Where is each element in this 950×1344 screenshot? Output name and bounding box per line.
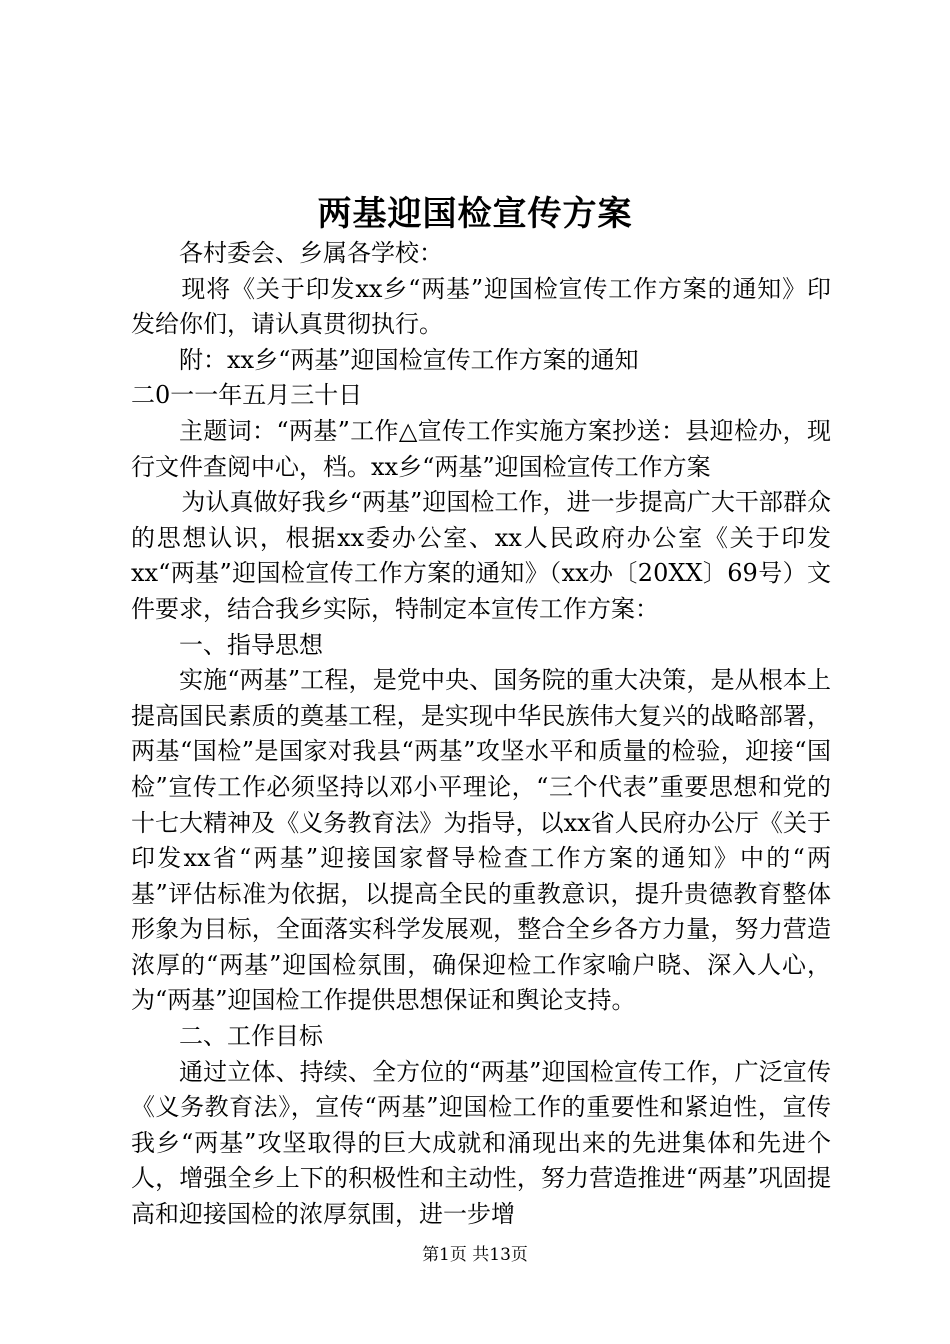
attachment-line: 附：xx乡“两基”迎国检宣传工作方案的通知 xyxy=(179,345,639,374)
guiding-ideology-paragraph: 实施“两基”工程，是党中央、国务院的重大决策，是从根本上提高国民素质的奠基工程，是实现中华民族伟大复兴的战略部署，两基“国检”是国家对我县“两基”攻坚水平和质量的检验，迎接“国检”宣传工作必须坚持以邓小平理论，“三个代表”重要思想和党的十七大精神及《义务教育法》为指导，以xx省人民府办公厅《关于印发xx省“两基”迎接国家督导检查工作方案的通知》中的“两基”评估标准为依据，以提高全民的重教意识，提升贵德教育整体形象为目标，全面落实科学发展观，整合全乡各方力量，努力营造浓厚的“两基”迎国检氛围，确保迎检工作家喻户晓、深入人心，为“两基”迎国检工作提供思想保证和舆论支持。 xyxy=(131,666,831,1015)
work-goals-paragraph: 通过立体、持续、全方位的“两基”迎国检宣传工作，广泛宣传《义务教育法》，宣传“两基”迎国检工作的重要性和紧迫性，宣传我乡“两基”攻坚取得的巨大成就和涌现出来的先进集体和先进个人，增强全乡上下的积极性和主动性，努力营造推进“两基”巩固提高和迎接国检的浓厚氛围，进一步增 xyxy=(131,1057,831,1229)
document-body xyxy=(131,236,831,1233)
section-heading-2: 二、工作目标 xyxy=(179,1022,323,1051)
date-line: 二0一一年五月三十日 xyxy=(131,381,363,410)
intro-paragraph: 为认真做好我乡“两基”迎国检工作，进一步提高广大干部群众的思想认识，根据xx委办公室、xx人民政府办公室《关于印发xx“两基”迎国检宣传工作方案的通知》（xx办〔20XX〕69号）文件要求，结合我乡实际，特制定本宣传工作方案： xyxy=(131,488,831,623)
document-title: 两基迎国检宣传方案 xyxy=(317,194,633,234)
subject-words: 主题词：“两基”工作△宣传工作实施方案抄送：县迎检办，现行文件查阅中心，档。xx乡“两基”迎国检宣传工作方案 xyxy=(131,416,831,481)
notice-paragraph: 现将《关于印发xx乡“两基”迎国检宣传工作方案的通知》印发给你们，请认真贯彻执行。 xyxy=(131,274,831,339)
salutation: 各村委会、乡属各学校： xyxy=(179,239,443,267)
section-heading-1: 一、指导思想 xyxy=(179,630,323,659)
page-footer: 第1页 共13页 xyxy=(422,1245,528,1265)
